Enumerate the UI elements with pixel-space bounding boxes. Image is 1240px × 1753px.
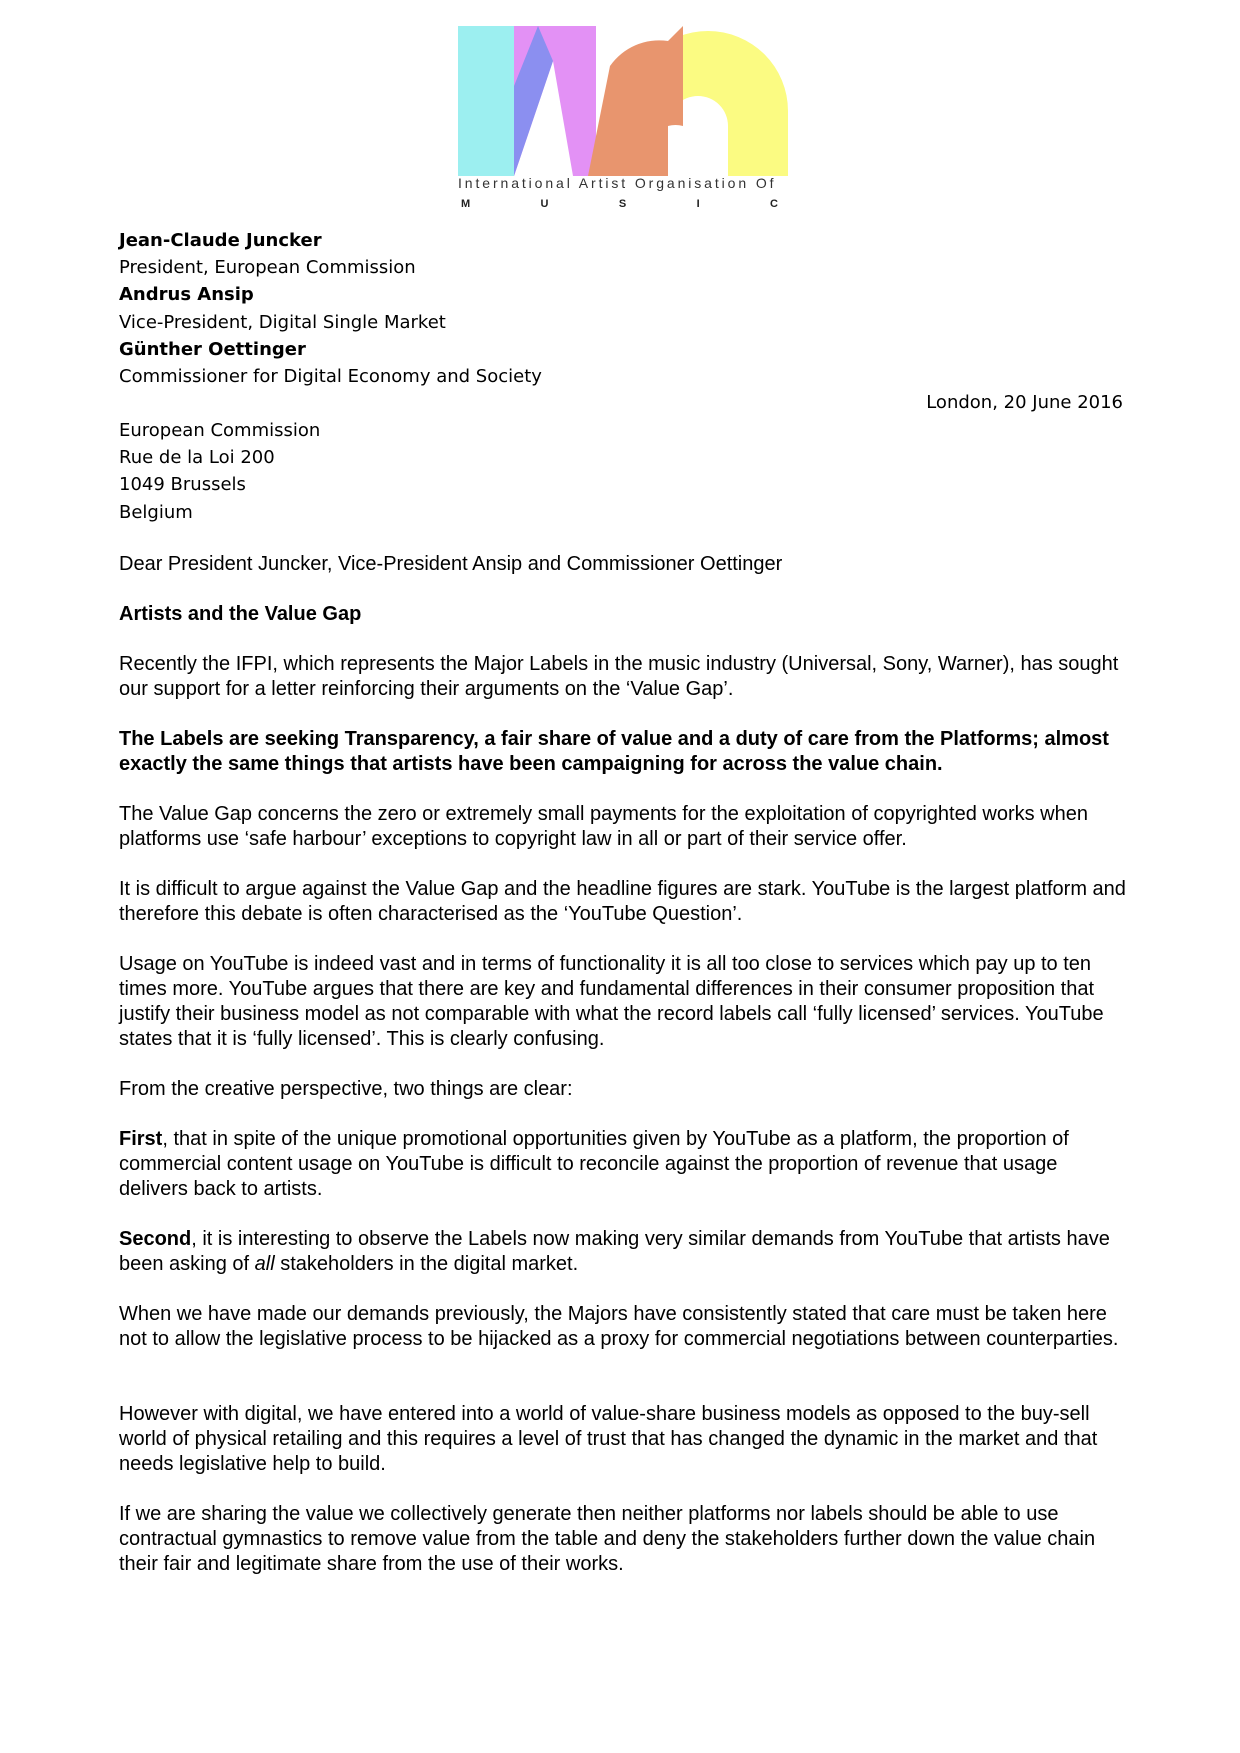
iao-logo: [458, 26, 790, 216]
paragraph-2: [119, 727, 1129, 777]
paragraph-text: When we have made our demands previously, the Majors have consistently stated that care must be taken here not to allow the legislative process to be hijacked as a proxy for commercial negotiations between counterparties.: [119, 1303, 1119, 1350]
paragraph-text: If we are sharing the value we collectively generate then neither platforms nor labels should be able to use contractual gymnastics to remove value from the table and deny the stakeholders further down the value chain their fair and legitimate share from the use of their works.: [119, 1503, 1096, 1575]
salutation: [119, 552, 1129, 577]
emphasis: all: [254, 1253, 275, 1275]
paragraph-text: Recently the IFPI, which represents the Major Labels in the music industry (Universal, Sony, Warner), has sought our support for a letter reinforcing their arguments on the ‘Value Gap’.: [119, 653, 1119, 700]
logo-letter: M: [461, 198, 471, 210]
logo-letter: C: [770, 198, 778, 210]
postal-address: [119, 417, 320, 526]
address-line: 1049 Brussels: [119, 474, 246, 496]
addressee-title: President, European Commission: [119, 257, 416, 279]
paragraph-4: [119, 877, 1129, 927]
paragraph-text: The Value Gap concerns the zero or extremely small payments for the exploitation of copyrighted works when platforms use ‘safe harbour’ exceptions to copyright law in all or part of their service offer.: [119, 803, 1088, 850]
paragraph-5: [119, 952, 1129, 1052]
addressee-title: Vice-President, Digital Single Market: [119, 311, 446, 333]
paragraph-text: [119, 1227, 1129, 1277]
iao-logo-mark: [458, 26, 790, 176]
address-line: Rue de la Loi 200: [119, 447, 275, 469]
paragraph-8: [119, 1227, 1129, 1277]
paragraph-text: [119, 1127, 1129, 1202]
paragraph-3: [119, 802, 1129, 852]
paragraph-text: From the creative perspective, two things are clear:: [119, 1078, 573, 1100]
paragraph-text: The Labels are seeking Transparency, a fair share of value and a duty of care from the Platforms; almost exactly the same things that artists have been campaigning for across the value chain.: [119, 728, 1109, 775]
paragraph-text: It is difficult to argue against the Value Gap and the headline figures are stark. YouTube is the largest platform and therefore this debate is often characterised as the ‘YouTube Question’.: [119, 878, 1126, 925]
paragraph-7: [119, 1127, 1129, 1202]
logo-tagline: International Artist Organisation Of: [458, 175, 777, 191]
paragraph-6: [119, 1077, 1129, 1102]
paragraph-1: [119, 652, 1129, 702]
heading-text: Artists and the Value Gap: [119, 603, 362, 625]
letter-date: London, 20 June 2016: [926, 392, 1123, 413]
address-line: Belgium: [119, 501, 193, 523]
paragraph-11: [119, 1502, 1129, 1577]
address-line: European Commission: [119, 420, 321, 441]
letter-heading: [119, 602, 1129, 627]
logo-i-shape: [458, 26, 514, 176]
paragraph-9: [119, 1302, 1129, 1352]
logo-music-word: [458, 198, 790, 210]
paragraph-10: [119, 1402, 1129, 1477]
logo-letter: S: [618, 198, 627, 210]
addressee-name: Jean-Claude Juncker: [119, 230, 322, 251]
lead-word: First: [119, 1128, 163, 1150]
logo-letter: I: [696, 198, 700, 210]
lead-word: Second: [119, 1228, 192, 1250]
paragraph-end: stakeholders in the digital market.: [274, 1253, 579, 1275]
paragraph-rest: , it is interesting to observe the Labels now making very similar demands from YouTube that artists have been asking of: [119, 1228, 1110, 1275]
addressee-block: [119, 227, 542, 390]
paragraph-rest: , that in spite of the unique promotional opportunities given by YouTube as a platform, the proportion of commercial content usage on YouTube is difficult to reconcile against the proportion of revenue that usage delivers back to artists.: [119, 1128, 1069, 1200]
paragraph-text: Usage on YouTube is indeed vast and in terms of functionality it is all too close to services which pay up to ten times more. YouTube argues that there are key and fundamental differences in their consumer proposition that justify their business model as not comparable with what the record labels call ‘fully licensed’ services. YouTube states that it is ‘fully licensed’. This is clearly confusing.: [119, 953, 1104, 1050]
paragraph-text: However with digital, we have entered into a world of value-share business models as opposed to the buy-sell world of physical retailing and this requires a level of trust that has changed the dynamic in the market and that needs legislative help to build.: [119, 1403, 1098, 1475]
addressee-name: Andrus Ansip: [119, 284, 254, 306]
logo-overlap-orange: [588, 26, 683, 176]
addressee-title: Commissioner for Digital Economy and Society: [119, 366, 542, 388]
addressee-name: Günther Oettinger: [119, 338, 306, 360]
salutation-text: Dear President Juncker, Vice-President Ansip and Commissioner Oettinger: [119, 553, 783, 575]
logo-letter: U: [540, 198, 549, 210]
